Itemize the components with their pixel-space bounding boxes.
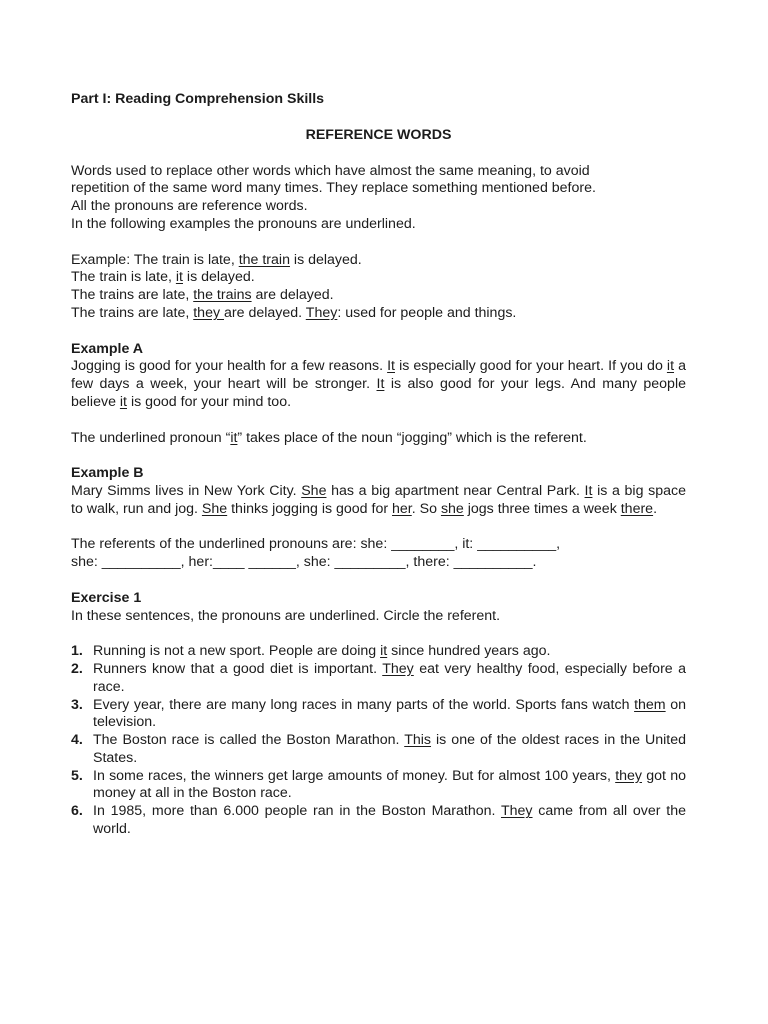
- example-text: : used for people and things.: [337, 304, 517, 321]
- referents-fill-in: [71, 536, 686, 572]
- paragraph-text: thinks jogging is good for: [227, 500, 393, 517]
- exercise-item: [71, 661, 686, 697]
- underlined-pronoun: them: [634, 696, 666, 713]
- item-number: 4.: [71, 732, 83, 749]
- underlined-pronoun: she: [440, 500, 464, 517]
- intro-line: In the following examples the pronouns are underlined.: [71, 215, 416, 232]
- example-a-note: [71, 430, 686, 448]
- example-text: Example: The train is late,: [71, 251, 239, 268]
- underlined-pronoun: the trains: [193, 287, 252, 304]
- item-text: In some races, the winners get large amounts of money. But for almost 100 years,: [93, 767, 616, 784]
- note-text: The underlined pronoun “: [71, 429, 231, 446]
- underlined-pronoun: they: [193, 304, 224, 321]
- example-text: The trains are late,: [71, 304, 194, 321]
- item-text: got no money at all in the Boston race.: [93, 767, 686, 802]
- intro-line: Words used to replace other words which have almost the same meaning, to avoid: [71, 162, 590, 179]
- item-text: eat very healthy food, especially before a race.: [93, 660, 686, 695]
- exercise-list: [71, 643, 686, 839]
- item-text: Running is not a new sport. People are doing: [93, 643, 381, 660]
- paragraph-text: Jogging is good for your health for a few reasons.: [71, 358, 388, 375]
- examples-block: [71, 252, 686, 323]
- intro-line: All the pronouns are reference words.: [71, 198, 308, 215]
- underlined-pronoun: there: [620, 500, 654, 517]
- exercise-1-heading: Exercise 1: [71, 589, 142, 606]
- item-text: The Boston race is called the Boston Marathon.: [93, 732, 405, 749]
- paragraph-text: is especially good for your heart. If you do: [395, 358, 667, 375]
- item-number: 3.: [71, 696, 83, 713]
- example-line: [71, 287, 686, 305]
- paragraph-text: jogs three times a week: [463, 500, 621, 517]
- underlined-pronoun: the train: [238, 251, 290, 268]
- example-text: is delayed.: [289, 251, 362, 268]
- underlined-pronoun: They: [305, 304, 338, 321]
- item-text: since hundred years ago.: [387, 643, 551, 660]
- underlined-pronoun: it: [666, 358, 675, 375]
- referents-line: she: __________, her:____ ______, she: _________, there: __________.: [71, 554, 537, 571]
- underlined-pronoun: They: [382, 660, 414, 677]
- intro-line: repetition of the same word many times. They replace something mentioned before.: [71, 180, 596, 197]
- paragraph-text: . So: [411, 500, 441, 517]
- underlined-pronoun: It: [584, 482, 593, 499]
- example-text: are delayed.: [251, 287, 334, 304]
- underlined-pronoun: they: [615, 767, 643, 784]
- exercise-item: [71, 803, 686, 839]
- item-text: on television.: [93, 696, 686, 731]
- example-text: The train is late,: [71, 269, 176, 286]
- item-text: In 1985, more than 6.000 people ran in the Boston Marathon.: [93, 803, 501, 820]
- underlined-pronoun: it: [230, 429, 238, 446]
- underlined-pronoun: it: [119, 393, 127, 410]
- exercise-item: [71, 697, 686, 733]
- document-page: [71, 91, 686, 839]
- item-number: 5.: [71, 767, 83, 784]
- underlined-pronoun: her: [392, 500, 412, 517]
- item-number: 6.: [71, 803, 83, 820]
- underlined-pronoun: This: [404, 732, 432, 749]
- paragraph-text: is a big space to walk, run and jog.: [71, 482, 686, 517]
- underlined-pronoun: it: [175, 269, 183, 286]
- intro-paragraph: [71, 163, 686, 234]
- underlined-pronoun: She: [201, 500, 228, 517]
- underlined-pronoun: It: [376, 376, 385, 393]
- underlined-pronoun: it: [380, 643, 388, 660]
- example-text: The trains are late,: [71, 287, 194, 304]
- example-b-paragraph: [71, 483, 686, 519]
- example-a-paragraph: [71, 358, 686, 411]
- exercise-item: [71, 732, 686, 768]
- paragraph-text: a few days a week, your heart will be stronger.: [71, 358, 686, 393]
- example-line: [71, 305, 686, 323]
- underlined-pronoun: She: [301, 482, 327, 499]
- item-number: 1.: [71, 643, 83, 660]
- example-text: is delayed.: [182, 269, 255, 286]
- paragraph-text: has a big apartment near Central Park.: [326, 482, 585, 499]
- exercise-1-instruction: In these sentences, the pronouns are underlined. Circle the referent.: [71, 607, 501, 624]
- exercise-item: [71, 643, 686, 661]
- paragraph-text: Mary Simms lives in New York City.: [71, 482, 302, 499]
- example-a-heading: Example A: [71, 340, 144, 357]
- paragraph-text: is good for your mind too.: [127, 393, 292, 410]
- example-text: are delayed.: [224, 304, 306, 321]
- item-text: came from all over the world.: [93, 803, 686, 838]
- paragraph-text: is also good for your legs. And many people believe: [71, 376, 686, 410]
- example-b-heading: Example B: [71, 465, 144, 482]
- underlined-pronoun: It: [387, 358, 395, 375]
- example-line: [71, 252, 686, 270]
- item-text: Runners know that a good diet is important.: [93, 660, 383, 677]
- underlined-pronoun: They: [500, 803, 533, 820]
- part-title: Part I: Reading Comprehension Skills: [71, 91, 325, 107]
- item-text: is one of the oldest races in the United States.: [93, 732, 686, 766]
- referents-line: The referents of the underlined pronouns are: she: ________, it: __________,: [71, 536, 561, 553]
- exercise-item: [71, 768, 686, 804]
- example-line: [71, 269, 686, 287]
- paragraph-text: .: [653, 500, 658, 517]
- section-title: REFERENCE WORDS: [305, 126, 452, 143]
- note-text: ” takes place of the noun “jogging” which is the referent.: [237, 429, 587, 446]
- item-text: Every year, there are many long races in many parts of the world. Sports fans watch: [93, 696, 635, 713]
- item-number: 2.: [71, 660, 83, 677]
